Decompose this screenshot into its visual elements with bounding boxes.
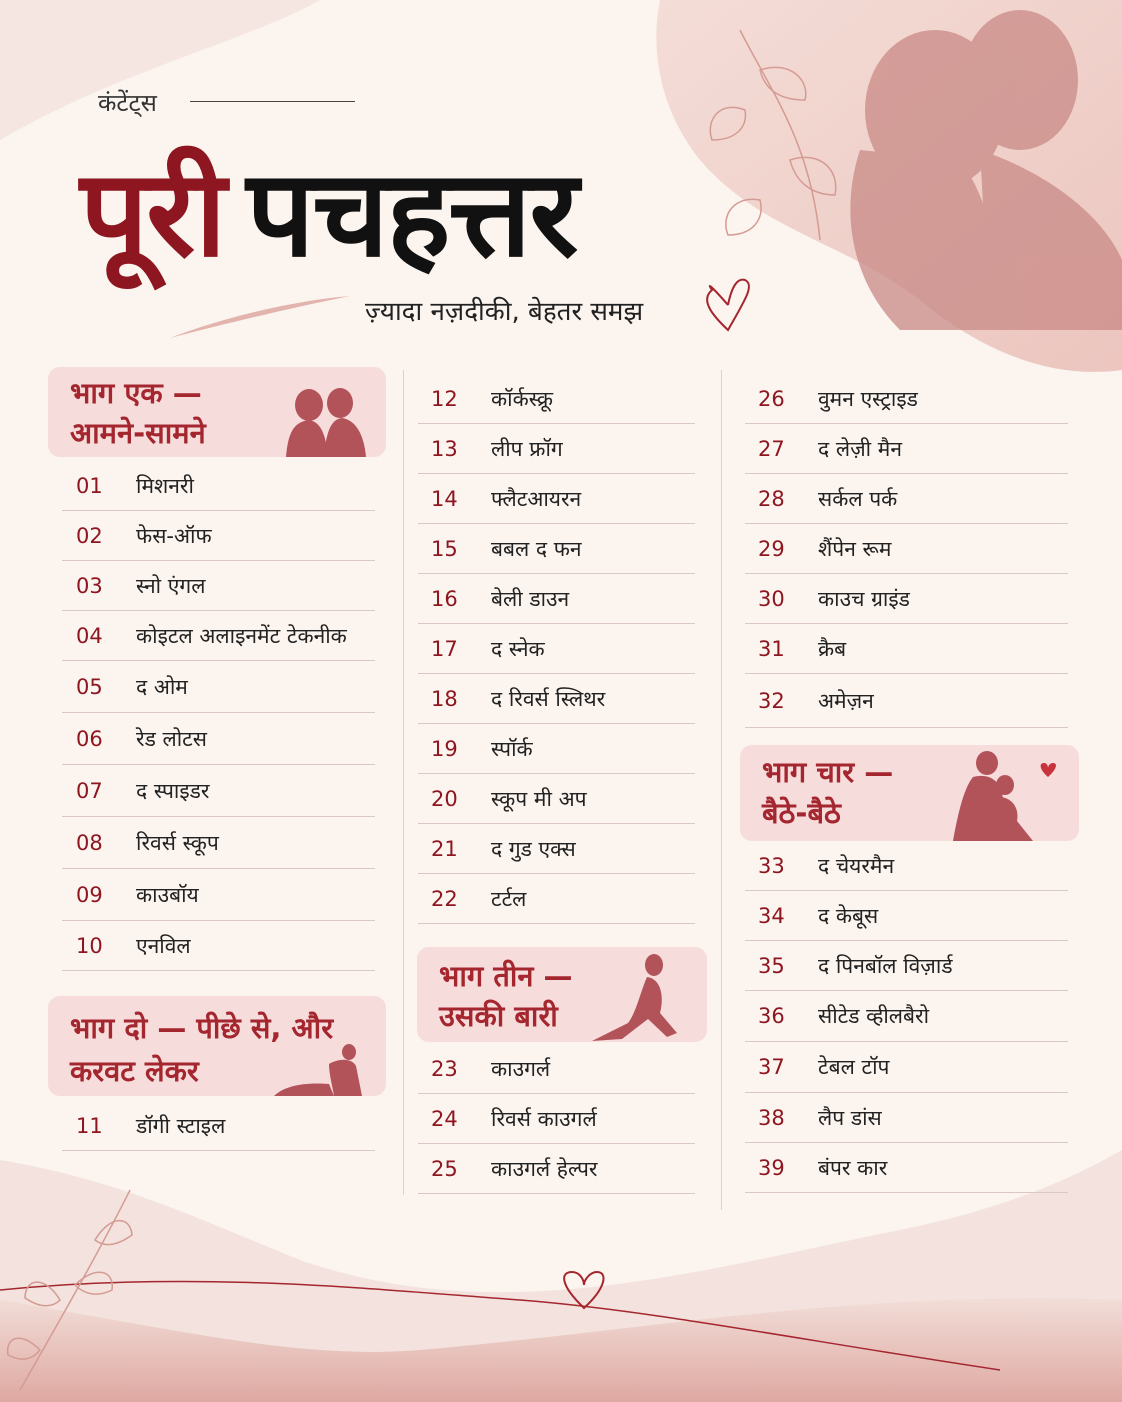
- item-name: स्कूप मी अप: [491, 786, 587, 811]
- item-number: 19: [431, 736, 458, 761]
- item-name: रेड लोटस: [136, 726, 207, 751]
- item-number: 03: [76, 573, 103, 598]
- item-name: मिशनरी: [136, 473, 194, 498]
- list-item: [418, 824, 695, 874]
- list-item: [418, 724, 695, 774]
- list-item: [62, 817, 375, 869]
- list-item: [418, 674, 695, 724]
- item-number: 32: [758, 688, 785, 713]
- item-number: 24: [431, 1106, 458, 1131]
- item-number: 35: [758, 953, 785, 978]
- list-item: [745, 624, 1068, 674]
- list-item: [418, 1094, 695, 1144]
- item-number: 38: [758, 1105, 785, 1130]
- item-name: कोइटल अलाइनमेंट टेकनीक: [136, 623, 347, 648]
- item-number: 25: [431, 1156, 458, 1181]
- heart-icon: [1041, 763, 1056, 777]
- list-item: [62, 511, 375, 561]
- item-number: 28: [758, 486, 785, 511]
- item-name: लैप डांस: [818, 1105, 882, 1130]
- item-number: 07: [76, 778, 103, 803]
- list-item: [745, 524, 1068, 574]
- list-item: [418, 774, 695, 824]
- item-number: 21: [431, 836, 458, 861]
- list-item: [62, 561, 375, 611]
- list-item: [62, 1101, 375, 1151]
- list-item: [745, 941, 1068, 991]
- item-name: डॉगी स्टाइल: [136, 1113, 226, 1138]
- item-name: काउगर्ल: [491, 1056, 551, 1081]
- item-number: 14: [431, 486, 458, 511]
- list-item: [62, 765, 375, 817]
- list-item: [418, 374, 695, 424]
- item-name: द स्नेक: [491, 636, 545, 661]
- list-item: [745, 891, 1068, 941]
- title-black-part: पचहत्तर: [246, 145, 577, 284]
- item-name: द रिवर्स स्लिथर: [491, 686, 606, 711]
- list-item: [745, 424, 1068, 474]
- item-name: स्नो एंगल: [136, 573, 206, 598]
- section-title-line2: करवट लेकर: [70, 1054, 199, 1088]
- list-item: [62, 461, 375, 511]
- item-name: एनविल: [136, 933, 191, 958]
- list-item: [62, 869, 375, 921]
- item-number: 09: [76, 882, 103, 907]
- contents-divider: [190, 101, 355, 102]
- list-part3: [745, 374, 1068, 728]
- item-number: 18: [431, 686, 458, 711]
- list-item: [745, 374, 1068, 424]
- list-part4: [745, 841, 1068, 1193]
- item-number: 17: [431, 636, 458, 661]
- section-header-part4: [740, 745, 1079, 841]
- item-name: द गुड एक्स: [491, 836, 576, 861]
- page-subtitle: ज़्यादा नज़दीकी, बेहतर समझ: [365, 297, 644, 327]
- item-number: 37: [758, 1055, 785, 1079]
- item-name: बेली डाउन: [491, 586, 570, 611]
- item-name: लीप फ्रॉग: [491, 436, 563, 461]
- title-red-part: पूरी: [80, 145, 225, 284]
- item-name: सीटेड व्हीलबैरो: [818, 1004, 930, 1028]
- item-name: टेबल टॉप: [818, 1055, 890, 1079]
- item-name: बंपर कार: [818, 1155, 888, 1180]
- item-number: 04: [76, 623, 103, 648]
- item-number: 23: [431, 1056, 458, 1081]
- item-name: द ओम: [136, 674, 188, 699]
- item-number: 36: [758, 1004, 785, 1028]
- item-number: 08: [76, 830, 103, 855]
- item-name: वुमन एस्ट्राइड: [818, 386, 918, 411]
- list-item: [62, 661, 375, 713]
- list-item: [745, 991, 1068, 1042]
- item-name: अमेज़न: [818, 688, 874, 713]
- item-name: कॉर्कस्क्रू: [491, 386, 553, 411]
- section-header-part3: [417, 947, 707, 1042]
- item-number: 31: [758, 636, 785, 661]
- page-title: [80, 140, 576, 290]
- item-name: द लेज़ी मैन: [818, 436, 902, 461]
- item-name: रिवर्स स्कूप: [136, 830, 219, 855]
- section-title-line1: भाग तीन —: [439, 959, 573, 993]
- item-number: 16: [431, 586, 458, 611]
- item-number: 15: [431, 536, 458, 561]
- item-name: काउबॉय: [136, 882, 199, 907]
- item-name: द केबूस: [818, 903, 879, 928]
- item-name: द स्पाइडर: [136, 778, 210, 803]
- item-number: 10: [76, 933, 103, 958]
- list-part2-start: [62, 1101, 375, 1151]
- list-item: [62, 713, 375, 765]
- list-item: [62, 921, 375, 971]
- list-part3-start: [418, 1044, 695, 1194]
- item-number: 20: [431, 786, 458, 811]
- item-number: 27: [758, 436, 785, 461]
- item-number: 33: [758, 853, 785, 878]
- item-number: 22: [431, 886, 458, 911]
- item-name: फ्लैटआयरन: [491, 486, 582, 511]
- list-item: [745, 474, 1068, 524]
- item-number: 11: [76, 1113, 103, 1138]
- item-name: फेस-ऑफ: [136, 523, 212, 548]
- item-name: काउगर्ल हेल्पर: [491, 1156, 598, 1181]
- section-header-part2: [48, 996, 386, 1096]
- list-item: [418, 874, 695, 924]
- list-item: [418, 1144, 695, 1194]
- item-name: स्पॉर्क: [491, 736, 533, 761]
- section-header-part1: [48, 367, 386, 457]
- couple-sitting-icon: [953, 749, 1061, 841]
- list-item: [745, 574, 1068, 624]
- item-number: 39: [758, 1155, 785, 1180]
- item-number: 29: [758, 536, 785, 561]
- item-name: टर्टल: [491, 886, 527, 911]
- item-name: काउच ग्राइंड: [818, 586, 910, 611]
- column-divider: [403, 370, 404, 1195]
- item-number: 05: [76, 674, 103, 699]
- item-number: 02: [76, 523, 103, 548]
- item-number: 01: [76, 473, 103, 498]
- item-name: बबल द फन: [491, 536, 582, 561]
- list-item: [745, 841, 1068, 891]
- item-number: 34: [758, 903, 785, 928]
- item-number: 06: [76, 726, 103, 751]
- item-name: शैंपेन रूम: [818, 536, 892, 561]
- list-item: [745, 674, 1068, 728]
- list-item: [745, 1143, 1068, 1193]
- couple-face-icon: [276, 387, 371, 457]
- item-number: 30: [758, 586, 785, 611]
- column-divider: [721, 370, 722, 1210]
- section-title-line1: भाग दो — पीछे से, और: [70, 1011, 334, 1045]
- contents-label: कंटेंट्स: [98, 89, 157, 117]
- list-item: [62, 611, 375, 661]
- item-name: द चेयरमैन: [818, 853, 895, 878]
- section-title-line2: आमने-सामने: [70, 416, 206, 450]
- list-item: [745, 1042, 1068, 1093]
- list-part2: [418, 374, 695, 924]
- item-number: 13: [431, 436, 458, 461]
- list-item: [418, 624, 695, 674]
- couple-lying-icon: [274, 1044, 374, 1096]
- section-title-line2: उसकी बारी: [439, 999, 558, 1033]
- section-title-line2: बैठे-बैठे: [762, 796, 841, 830]
- list-item: [418, 1044, 695, 1094]
- list-item: [418, 474, 695, 524]
- woman-sitting-icon: [592, 953, 692, 1041]
- list-item: [418, 424, 695, 474]
- list-part1: [62, 461, 375, 971]
- list-item: [418, 524, 695, 574]
- item-name: रिवर्स काउगर्ल: [491, 1106, 597, 1131]
- list-item: [418, 574, 695, 624]
- item-number: 12: [431, 386, 458, 411]
- item-number: 26: [758, 386, 785, 411]
- item-name: द पिनबॉल विज़ार्ड: [818, 953, 953, 978]
- list-item: [745, 1093, 1068, 1143]
- section-title-line1: भाग चार —: [762, 755, 894, 789]
- item-name: सर्कल पर्क: [818, 486, 898, 511]
- item-name: क्रैब: [818, 636, 847, 661]
- section-title-line1: भाग एक —: [70, 376, 202, 410]
